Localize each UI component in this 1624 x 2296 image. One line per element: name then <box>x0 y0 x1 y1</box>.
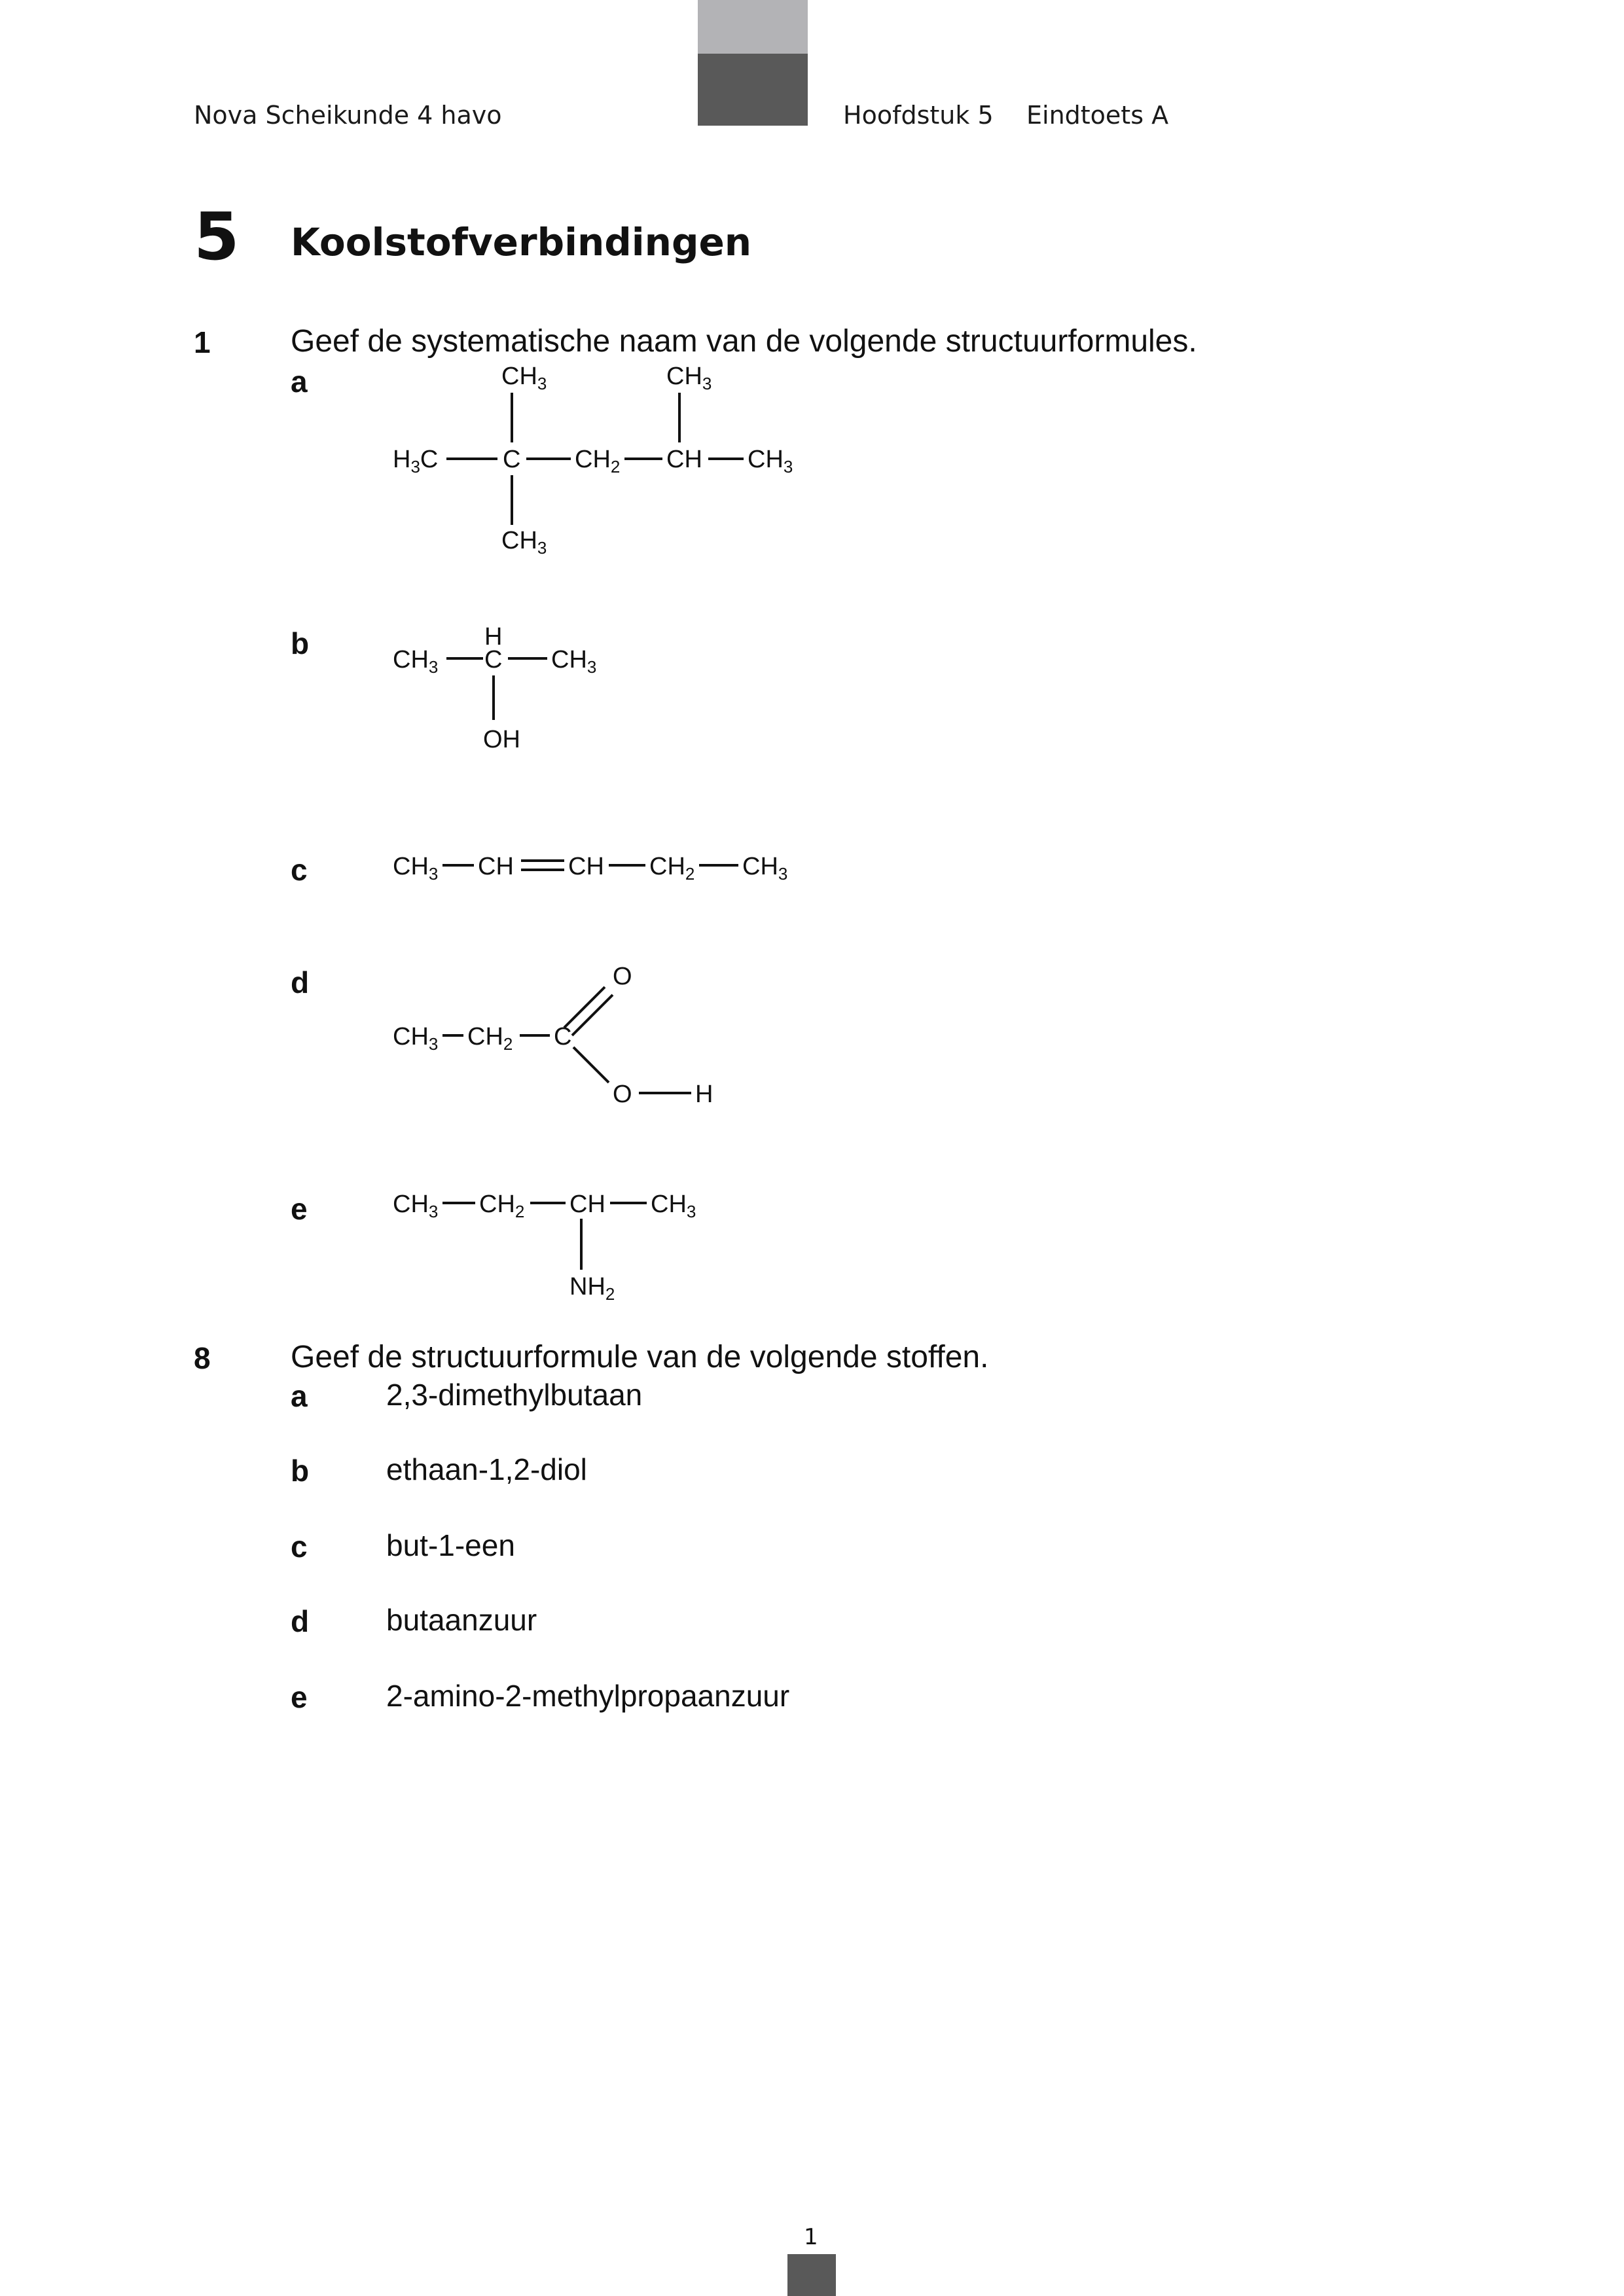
svg-text:CH3: $CH_3$ <box>501 527 547 558</box>
q8-item-a-text: 2,3-dimethylbutaan <box>386 1378 643 1412</box>
svg-text:CH3: $CH_3$ <box>501 363 547 393</box>
footer-tab <box>787 2254 836 2296</box>
svg-text:CH3: $CH_3$ <box>666 363 712 393</box>
q8-item-e-letter: e <box>291 1680 308 1714</box>
q8-item-d-text: butaanzuur <box>386 1603 537 1637</box>
svg-text:H: H <box>484 623 503 651</box>
svg-text:O: O <box>613 1081 632 1108</box>
q8-item-e-text: 2-amino-2-methylpropaanzuur <box>386 1679 790 1713</box>
svg-text:CH3: $CH_3$ <box>651 1191 696 1221</box>
q8-item-c-text: but-1-een <box>386 1528 515 1562</box>
question-1-text: Geef de systematische naam van de volgende structuurformules. <box>291 324 1197 359</box>
svg-text:CH2: $CH_2$ <box>575 446 621 476</box>
header-chapter: Hoofdstuk 5 <box>843 101 994 130</box>
svg-text:CH: CH <box>478 853 514 880</box>
q8-item-b-letter: b <box>291 1454 310 1488</box>
svg-text:CH: CH <box>666 446 702 473</box>
svg-text:CH2: $CH_2$ <box>649 853 695 884</box>
q1-item-e-letter: e <box>291 1192 308 1226</box>
svg-text:CH3: $CH_3$ <box>742 853 788 884</box>
svg-text:CH: CH <box>568 853 604 880</box>
svg-text:CH3: $CH_3$ <box>393 646 439 677</box>
svg-text:CH: CH <box>569 1191 605 1218</box>
header-book-title: Nova Scheikunde 4 havo <box>194 101 502 130</box>
svg-text:CH3: $CH_3$ <box>748 446 793 476</box>
svg-text:NH2: $NH_2$ <box>569 1273 615 1304</box>
chapter-number: 5 <box>194 198 240 275</box>
q1-item-b-letter: b <box>291 626 310 660</box>
svg-text:CH2: $CH_2$ <box>479 1191 525 1221</box>
question-8-number: 8 <box>194 1341 211 1375</box>
header-test-name: Eindtoets A <box>1026 101 1169 130</box>
svg-text:O: O <box>613 963 632 990</box>
q1-item-d-letter: d <box>291 965 310 999</box>
svg-text:OH: OH <box>483 726 520 753</box>
svg-text:CH3: $CH_3$ <box>393 853 439 884</box>
chapter-title: Koolstofverbindingen <box>291 220 752 264</box>
svg-text:H3C: $H_3C$ <box>393 446 439 476</box>
svg-text:C: C <box>484 646 503 673</box>
page-number: 1 <box>804 2224 818 2250</box>
q8-item-b-text: ethaan-1,2-diol <box>386 1452 587 1486</box>
q1-item-a-letter: a <box>291 365 308 399</box>
q1-item-c-letter: c <box>291 853 308 887</box>
question-1-number: 1 <box>194 325 211 359</box>
question-8-text: Geef de structuurformule van de volgende stoffen. <box>291 1340 989 1374</box>
svg-text:C: C <box>503 446 521 473</box>
svg-text:CH3: $CH_3$ <box>393 1191 439 1221</box>
q8-item-c-letter: c <box>291 1530 308 1564</box>
q8-item-a-letter: a <box>291 1379 308 1413</box>
svg-text:CH2: $CH_2$ <box>467 1023 513 1054</box>
svg-text:H: H <box>695 1081 713 1108</box>
q8-item-d-letter: d <box>291 1604 310 1638</box>
svg-text:CH3: $CH_3$ <box>393 1023 439 1054</box>
svg-text:CH3: $CH_3$ <box>551 646 597 677</box>
svg-text:C: C <box>554 1023 572 1050</box>
